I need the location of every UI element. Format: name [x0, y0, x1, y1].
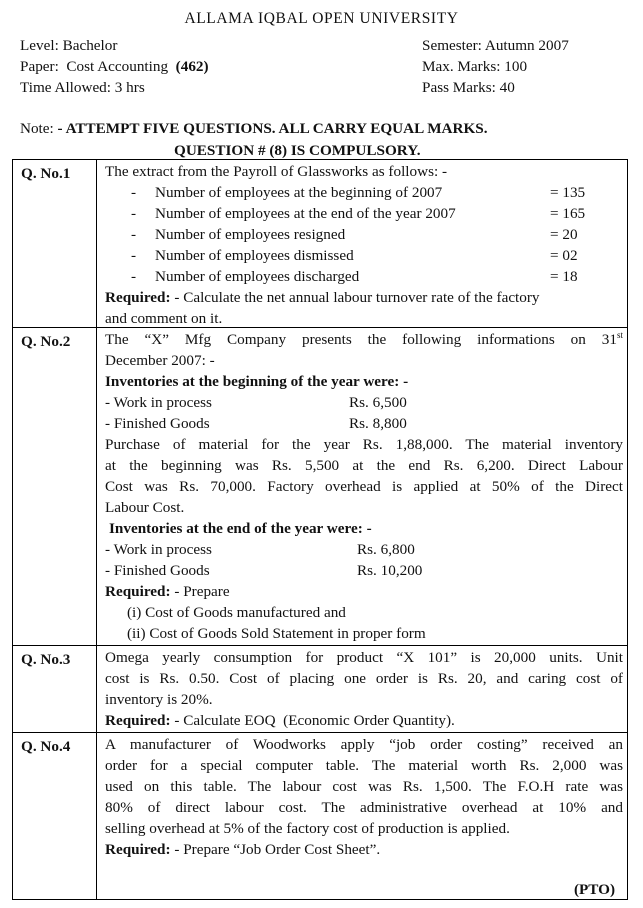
note: [20, 118, 488, 139]
para-line: inventory is 20%.: [105, 691, 213, 708]
pto-label: (PTO): [573, 881, 615, 898]
time-allowed: Time Allowed: 3 hrs: [20, 79, 145, 96]
meta-left: [20, 35, 209, 98]
question-number: Q. No.4: [13, 733, 97, 900]
question-body: [105, 734, 623, 860]
q1-required: Required: - Calculate the net annual labour turnover rate of the factory: [105, 289, 540, 306]
q2-line2: December 2007: -: [105, 352, 215, 369]
questions-table: [12, 159, 628, 900]
para-line: Purchase of material for the year Rs. 1,88,000. The material inventory: [105, 436, 623, 453]
level: Level: Bachelor: [20, 37, 118, 54]
q4-required: Required: - Prepare “Job Order Cost Sheet”.: [105, 841, 381, 858]
para-line: Labour Cost.: [105, 499, 185, 516]
bullet: -: [131, 268, 137, 285]
para-line: Omega yearly consumption for product “X 101” is 20,000 units. Unit: [105, 649, 623, 666]
list-item: - Number of employees at the end of the year 2007 = 165: [131, 205, 586, 222]
question-number: Q. No.2: [13, 328, 97, 646]
question-body: [105, 161, 623, 329]
required-label: Required:: [105, 289, 171, 306]
inv-row: - Finished Goods Rs. 10,200: [105, 562, 423, 579]
para-line: selling overhead at 5% of the factory cost of production is applied.: [105, 820, 510, 837]
university-title: ALLAMA IQBAL OPEN UNIVERSITY: [184, 10, 459, 27]
max-marks: Max. Marks: 100: [422, 58, 528, 75]
question-body: [105, 647, 623, 731]
note-prefix: Note:: [20, 120, 58, 137]
required-label: Required:: [105, 841, 171, 858]
list-item: - Number of employees dismissed = 02: [131, 247, 578, 264]
q2-line1: The “X” Mfg Company presents the following informations on 31st: [105, 329, 623, 348]
bullet: -: [131, 247, 137, 264]
note-compulsory: QUESTION # (8) IS COMPULSORY.: [174, 142, 421, 159]
q2-required: Required: - Prepare: [105, 583, 230, 600]
inv-row: - Finished Goods Rs. 8,800: [105, 415, 407, 432]
question-row-2: [13, 327, 627, 646]
para-line: Cost was Rs. 70,000. Factory overhead is applied at 50% of the Direct: [105, 478, 623, 495]
paper: [20, 56, 209, 77]
question-row-3: [13, 645, 627, 733]
paper-code: (462): [175, 58, 209, 75]
bullet: -: [131, 205, 137, 222]
q3-required: Required: - Calculate EOQ (Economic Order Quantity).: [105, 712, 455, 729]
semester: Semester: Autumn 2007: [422, 37, 569, 54]
para-line: 80% of direct labour cost. The administrative overhead at 10% and: [105, 799, 623, 816]
para-line: used on this table. The labour cost was Rs. 1,500. The F.O.H rate was: [105, 778, 623, 795]
para-line: A manufacturer of Woodworks apply “job order costing” received an: [105, 736, 623, 753]
question-body: [105, 329, 623, 644]
note-instruction: - ATTEMPT FIVE QUESTIONS. ALL CARRY EQUAL MARKS.: [57, 120, 488, 137]
para-line: order for a special computer table. The material worth Rs. 2,000 was: [105, 757, 623, 774]
list-item: - Number of employees resigned = 20: [131, 226, 578, 243]
question-row-1: [13, 160, 627, 327]
q1-required-cont: and comment on it.: [105, 310, 223, 327]
para-line: at the beginning was Rs. 5,500 at the end Rs. 6,200. Direct Labour: [105, 457, 623, 474]
question-number: Q. No.1: [13, 160, 97, 327]
meta-right: [422, 35, 569, 98]
req-item: (ii) Cost of Goods Sold Statement in proper form: [127, 625, 426, 642]
question-number: Q. No.3: [13, 646, 97, 733]
bullet: -: [131, 226, 137, 243]
list-item: - Number of employees at the beginning of 2007 = 135: [131, 184, 586, 201]
q1-intro: The extract from the Payroll of Glassworks as follows: -: [105, 163, 448, 180]
inv-row: - Work in process Rs. 6,500: [105, 394, 407, 411]
list-item: - Number of employees discharged = 18: [131, 268, 578, 285]
para-line: cost is Rs. 0.50. Cost of placing one order is Rs. 20, and caring cost of: [105, 670, 623, 687]
required-label: Required:: [105, 712, 171, 729]
req-item: (i) Cost of Goods manufactured and: [127, 604, 346, 621]
required-label: Required:: [105, 583, 171, 600]
inv-begin-heading: Inventories at the beginning of the year were: -: [105, 373, 409, 390]
inv-row: - Work in process Rs. 6,800: [105, 541, 415, 558]
paper-name: Paper: Cost Accounting: [20, 58, 176, 75]
question-row-4: [13, 732, 627, 900]
bullet: -: [131, 184, 137, 201]
pass-marks: Pass Marks: 40: [422, 79, 515, 96]
inv-end-heading: Inventories at the end of the year were: -: [109, 520, 372, 537]
